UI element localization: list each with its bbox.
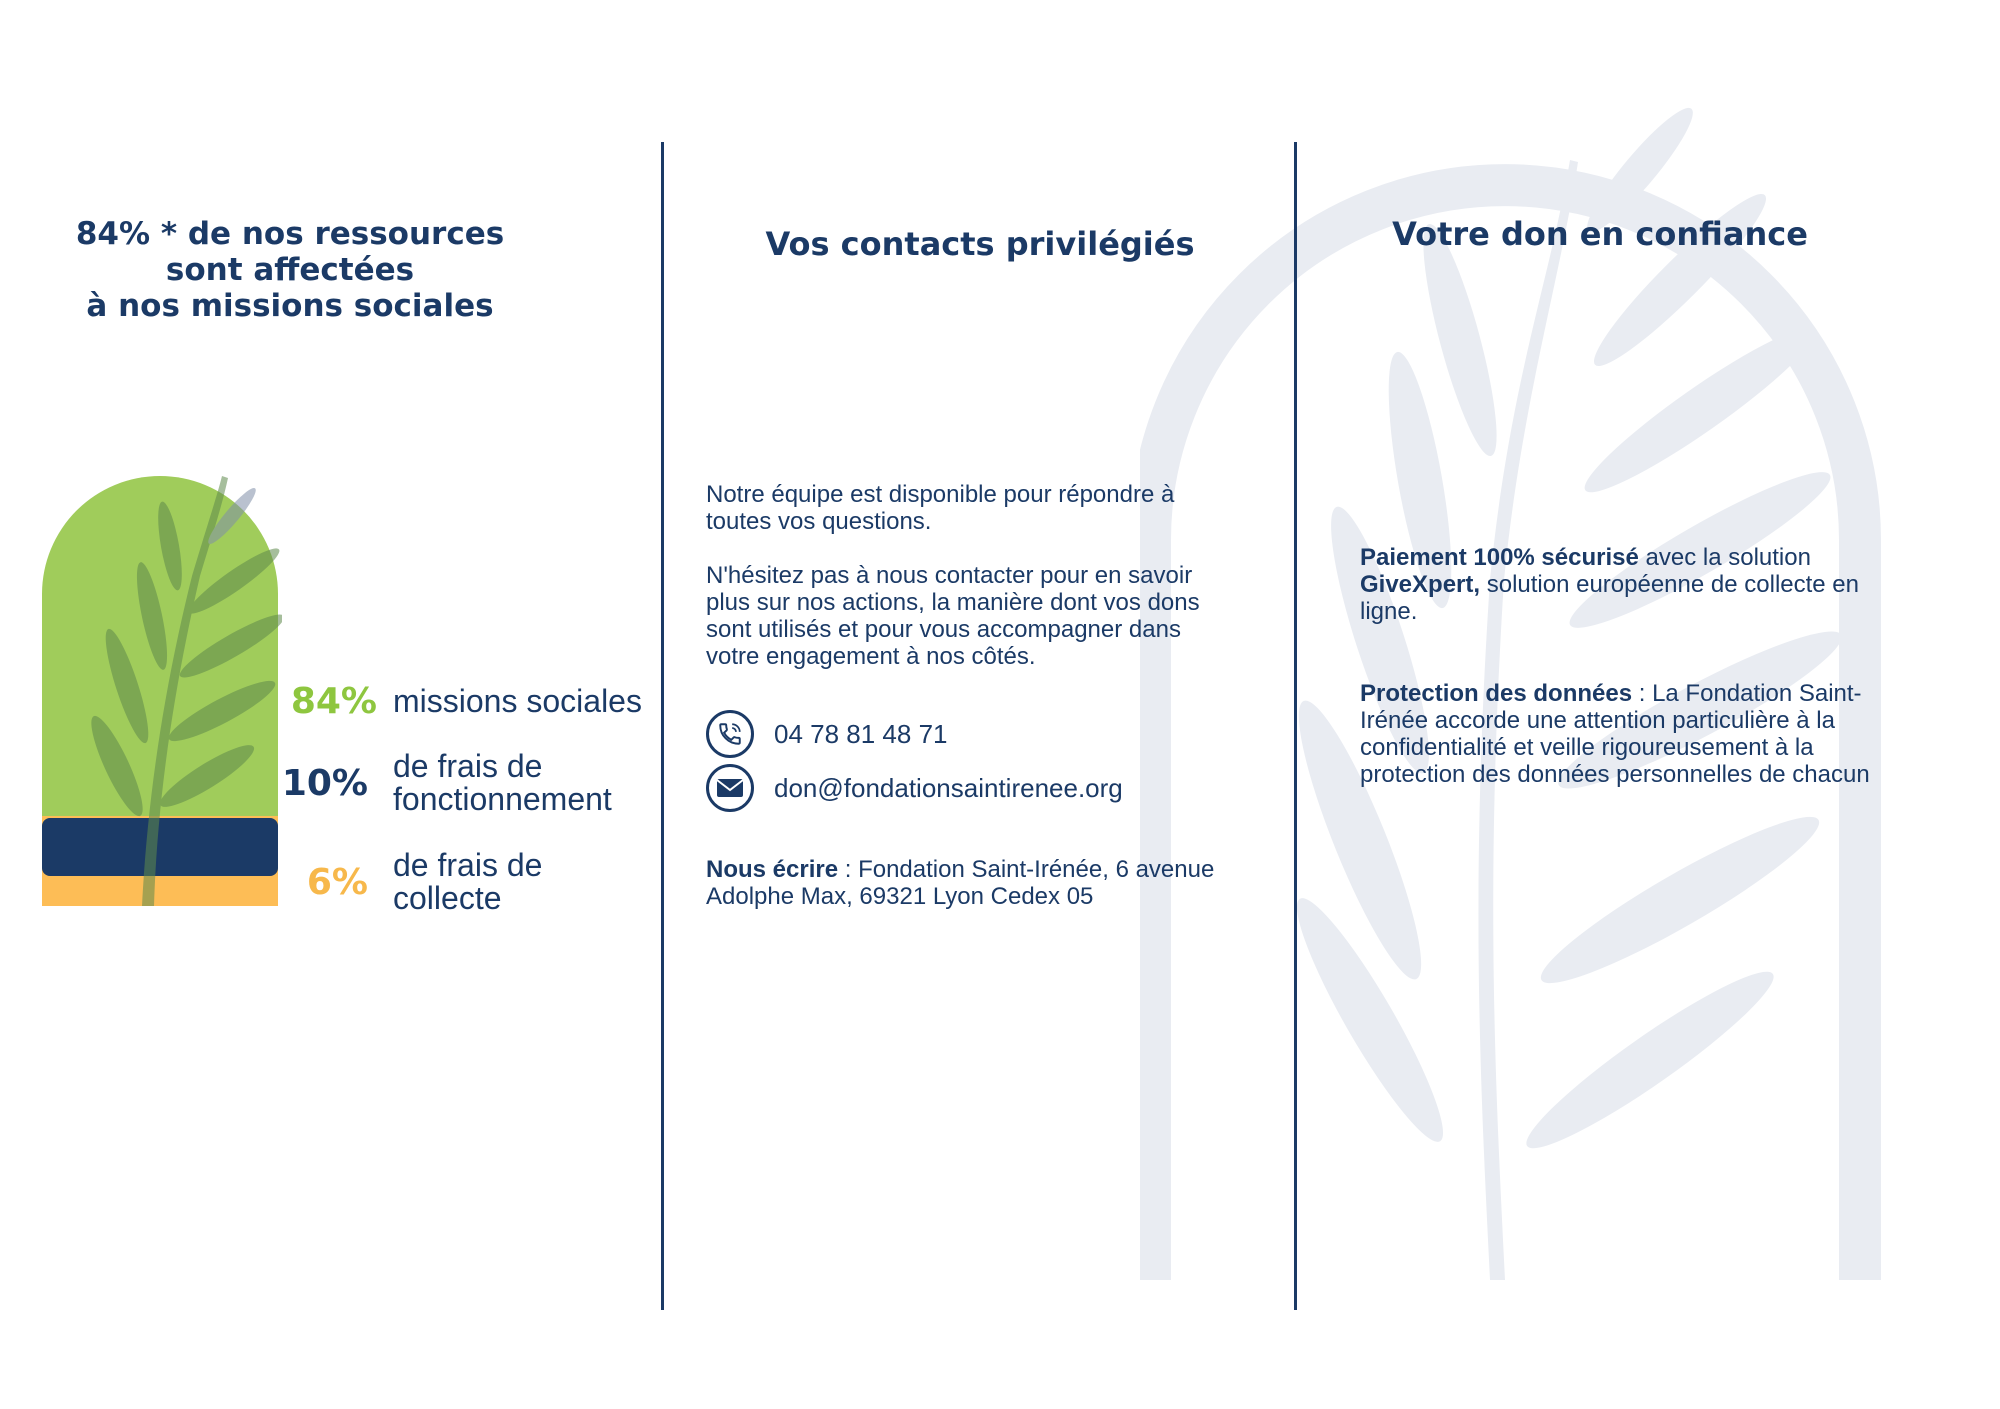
stat-label: de frais de fonctionnement <box>393 748 612 817</box>
write-label: Nous écrire <box>706 856 839 883</box>
contacts-title: Vos contacts privilégiés <box>765 225 1195 263</box>
resources-graphic <box>42 476 282 906</box>
stat-percent: 10% <box>281 762 368 804</box>
stat-row-fonctionnement <box>276 750 612 816</box>
stat-label: missions sociales <box>393 683 642 719</box>
data-protection-paragraph: Protection des données : La Fondation Saint- Irénée accorde une attention particulière à la confidentialité et veille rigoureusement à la protection des données personnelles de chacun <box>1360 680 1870 788</box>
stat-percent: 84% <box>290 681 377 722</box>
resources-title: 84% * de nos ressources sont affectées à nos missions sociales <box>75 216 505 324</box>
column-divider-left <box>661 142 664 1310</box>
stat-label: de frais de collecte <box>393 847 543 916</box>
payment-paragraph: Paiement 100% sécurisé avec la solution GiveXpert, solution européenne de collecte en ligne. <box>1360 544 1859 625</box>
phone-number[interactable]: 04 78 81 48 71 <box>774 718 948 749</box>
stat-row-missions <box>285 681 642 722</box>
phone-icon <box>706 710 754 758</box>
team-paragraph: Notre équipe est disponible pour répondre à toutes vos questions. <box>706 481 1175 535</box>
column-divider-right <box>1294 142 1297 1310</box>
mail-icon <box>706 764 754 812</box>
trust-title: Votre don en confiance <box>1392 215 1808 253</box>
stat-row-collecte <box>276 849 542 915</box>
stat-percent: 6% <box>306 861 368 903</box>
email-contact[interactable] <box>706 764 1123 812</box>
contact-paragraph: N'hésitez pas à nous contacter pour en savoir plus sur nos actions, la manière dont vos dons sont utilisés et pour vous accompagner dans votre engagement à nos côtés. <box>706 562 1200 670</box>
email-address[interactable]: don@fondationsaintirenee.org <box>774 772 1123 803</box>
phone-contact[interactable] <box>706 710 948 758</box>
postal-address: Nous écrire : Fondation Saint-Irénée, 6 avenue Adolphe Max, 69321 Lyon Cedex 05 <box>706 856 1215 910</box>
